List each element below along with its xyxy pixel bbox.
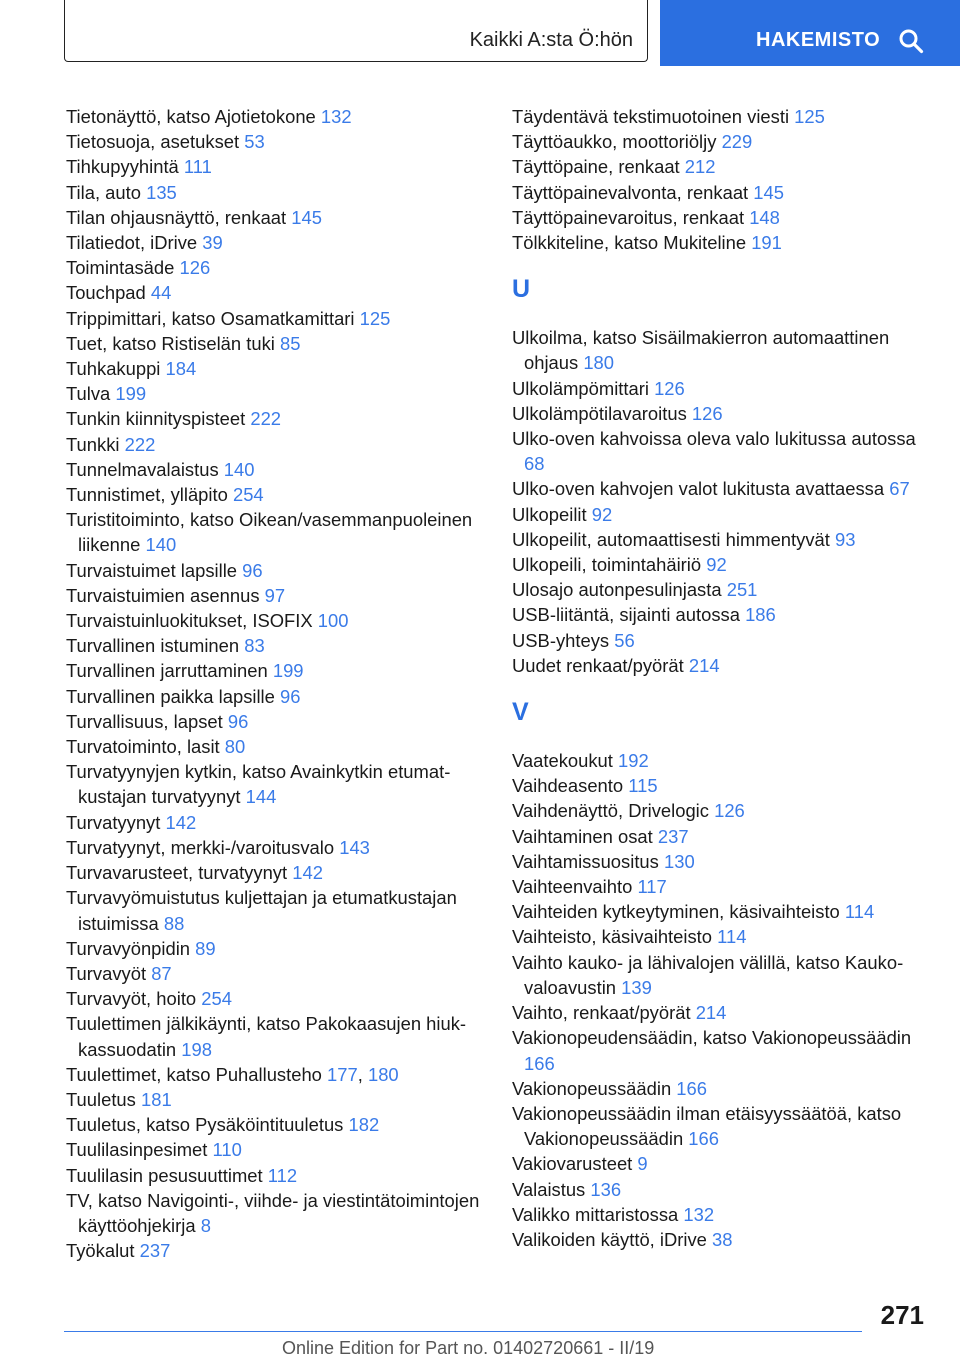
tab-all-label: Kaikki A:sta Ö:hön — [469, 29, 633, 51]
index-entry — [512, 104, 932, 129]
index-entry — [66, 684, 496, 709]
index-entry-text: Tihkupyyhintä — [66, 156, 179, 178]
index-entry — [512, 849, 932, 874]
index-entry-text: Ulkopeilit — [512, 503, 587, 525]
index-entry — [512, 502, 932, 527]
index-entry-text: Vaatekoukut — [512, 750, 613, 772]
page-reference-link[interactable]: 125 — [359, 307, 391, 329]
page-reference-link[interactable]: 140 — [145, 534, 177, 556]
index-entry — [512, 1101, 932, 1151]
page-reference-link[interactable]: 126 — [654, 377, 685, 399]
index-entry — [66, 1011, 496, 1061]
index-entry-text: Tuulilasinpesimet — [66, 1139, 208, 1161]
index-entry-text: Turvallinen istuminen — [66, 635, 240, 657]
index-entry-text: Turvallinen jarruttaminen — [66, 660, 268, 682]
index-entry-text: Turvaistuimet lapsille — [66, 559, 238, 581]
index-entry: Tuulettimet, katso Puhallusteho 177, 180 — [66, 1063, 399, 1085]
page-reference-link[interactable]: 251 — [726, 579, 758, 601]
section-letter-u: U — [512, 275, 531, 304]
index-column-left — [66, 104, 496, 1263]
page-reference-link[interactable]: 186 — [745, 604, 776, 626]
page-reference-link[interactable]: 132 — [320, 106, 352, 127]
index-entry — [66, 1137, 496, 1162]
index-entry — [66, 860, 496, 885]
page-reference-link[interactable]: 88 — [163, 912, 185, 934]
tab-index[interactable] — [660, 0, 960, 66]
index-entry-text: Tuhkakuppi — [66, 358, 161, 380]
page-reference-link[interactable]: 145 — [753, 181, 784, 203]
index-entry-text: TV, katso Navigointi-, viihde- ja viestintätoimintojen käyttöohjekirja — [66, 1189, 480, 1236]
index-entry-text: Ulkopeili, toimintahäiriö — [512, 554, 702, 576]
index-entry-text: Turvavarusteet, turvatyynyt — [66, 862, 288, 884]
page-reference-link[interactable]: 229 — [721, 131, 753, 153]
index-entry-text: Turvavyömuistutus kuljettajan ja etumatkustajan istuimissa — [66, 887, 457, 934]
page-reference-link[interactable]: 142 — [165, 811, 197, 833]
page-reference-link[interactable]: 126 — [714, 800, 745, 822]
page-reference-link[interactable]: 199 — [115, 383, 147, 405]
index-entry — [512, 401, 932, 426]
index-entry-text: Tunkin kiinnityspisteet — [66, 408, 246, 430]
index-entry — [66, 583, 496, 608]
index-entry — [66, 255, 496, 280]
page-reference-link[interactable]: 85 — [279, 332, 301, 354]
index-entry — [512, 798, 932, 823]
page-reference-link[interactable]: 126 — [691, 402, 723, 424]
page-reference-link[interactable]: 93 — [835, 528, 856, 550]
index-entry-text: Turvaistuinluokitukset, ISOFIX — [66, 610, 313, 632]
tab-all-a-to-z[interactable] — [64, 0, 648, 62]
index-entry-text: Toimintasäde — [66, 257, 175, 279]
page-reference-link[interactable]: 68 — [524, 453, 545, 475]
page-reference-link[interactable]: 254 — [201, 988, 232, 1010]
index-entry-text: Valikko mittaristossa — [512, 1203, 679, 1225]
page-number: 271 — [880, 1300, 924, 1330]
index-entry-text: Vakionopeussäädin ilman etäisyyssäätöä, katso Vakionopeussäädin — [512, 1102, 902, 1150]
index-entry — [66, 633, 496, 658]
page-reference-link[interactable]: 191 — [751, 232, 782, 254]
page-reference-link[interactable]: 89 — [195, 937, 216, 959]
index-entry-text: Turvatyynyt — [66, 811, 161, 833]
index-entry-text: Ulko-oven kahvojen valot lukitusta avattaessa — [512, 478, 885, 500]
index-entry — [512, 527, 932, 552]
index-entry-text: Ulkoilma, katso Sisäilmakierron automaattinen ohjaus — [512, 327, 890, 374]
index-entry — [512, 748, 932, 773]
index-entry — [66, 129, 496, 154]
page-reference-link[interactable]: 237 — [657, 825, 689, 847]
index-entry — [66, 1188, 496, 1238]
page-reference-link[interactable]: 166 — [676, 1077, 707, 1099]
page-reference-link[interactable]: 44 — [150, 282, 172, 304]
index-entry-text: Valikoiden käyttö, iDrive — [512, 1228, 707, 1250]
index-entry — [512, 1227, 932, 1252]
page-reference-link[interactable]: 87 — [151, 962, 172, 984]
index-entry — [66, 306, 496, 331]
index-entry — [512, 205, 932, 230]
page-reference-link[interactable]: 111 — [183, 156, 212, 178]
page-reference-link[interactable]: 214 — [688, 654, 720, 676]
index-entry — [512, 1000, 932, 1025]
page-reference-link[interactable]: 180 — [367, 1063, 399, 1085]
index-entry-text: Uudet renkaat/pyörät — [512, 654, 684, 676]
index-entry-text: Vaihteiden kytkeytyminen, käsivaihteisto — [512, 901, 840, 923]
index-entry-text: Tuuletus, katso Pysäköintituuletus — [66, 1114, 344, 1136]
index-entry-text: Turvavyöt — [66, 962, 147, 984]
page-reference-link[interactable]: 184 — [165, 358, 197, 380]
index-entry — [512, 129, 932, 154]
page-reference-link[interactable]: 166 — [688, 1128, 719, 1150]
index-entry — [66, 1087, 496, 1112]
page-reference-link[interactable]: 212 — [684, 156, 716, 178]
index-entry — [66, 381, 496, 406]
index-entry — [66, 1163, 496, 1188]
index-entry-text: Työkalut — [66, 1240, 135, 1262]
index-entry-text: Tuulettimet, katso Puhallusteho — [66, 1063, 322, 1085]
index-entry-text: Tilatiedot, iDrive — [66, 232, 198, 254]
index-entry — [66, 961, 496, 986]
index-entry — [512, 376, 932, 401]
index-entry — [66, 280, 496, 305]
page-reference-link[interactable]: 145 — [291, 206, 322, 228]
page-reference-link[interactable]: 114 — [717, 926, 747, 948]
index-group-u — [512, 325, 932, 678]
index-entry-text: Täyttöpainevalvonta, renkaat — [512, 181, 749, 203]
index-entry — [66, 154, 496, 179]
index-entry — [66, 507, 496, 557]
page-reference-link[interactable]: 214 — [695, 1002, 727, 1024]
page-reference-link[interactable]: 8 — [200, 1214, 211, 1236]
index-entry — [512, 628, 932, 653]
index-entry-text: Trippimittari, katso Osamatkamittari — [66, 307, 355, 329]
index-entry — [66, 885, 496, 935]
index-entry — [512, 874, 932, 899]
index-entry — [512, 154, 932, 179]
index-entry — [512, 950, 932, 1000]
page-reference-link[interactable]: 136 — [590, 1178, 622, 1200]
index-entry-text: Tuulettimen jälkikäynti, katso Pakokaasujen hiukkassuodatin — [66, 1013, 467, 1060]
index-entry-text: Tietonäyttö, katso Ajotietokone — [66, 106, 316, 127]
page-reference-link[interactable]: 140 — [223, 458, 255, 480]
index-entry — [66, 1112, 496, 1137]
page-reference-link[interactable]: 97 — [264, 584, 286, 606]
page-reference-link[interactable]: 130 — [663, 850, 695, 872]
index-entry — [512, 230, 932, 255]
index-entry — [66, 936, 496, 961]
index-entry-text: Ulkolämpömittari — [512, 377, 649, 399]
page-reference-link[interactable]: 198 — [181, 1038, 212, 1060]
index-entry-text: Vaihteenvaihto — [512, 876, 633, 898]
index-entry-text: Vaihteisto, käsivaihteisto — [512, 926, 713, 948]
index-entry-text: Tietosuoja, asetukset — [66, 131, 240, 153]
index-entry — [512, 426, 932, 476]
page-reference-link[interactable]: 92 — [706, 554, 727, 576]
index-entry — [512, 773, 932, 798]
page-reference-link[interactable]: 117 — [637, 876, 667, 898]
index-entry — [512, 1177, 932, 1202]
page-reference-link[interactable]: 143 — [339, 836, 370, 858]
index-entry — [66, 709, 496, 734]
index-entry — [66, 608, 496, 633]
index-entry-text: Ulkopeilit, automaattisesti himmentyvät — [512, 528, 830, 550]
index-entry-text: Täydentävä tekstimuotoinen viesti — [512, 106, 790, 127]
index-entry-text: Tila, auto — [66, 181, 141, 203]
page-reference-link[interactable]: 114 — [844, 901, 875, 923]
index-entry — [512, 924, 932, 949]
page-reference-link[interactable]: 9 — [637, 1153, 648, 1175]
page-reference-link[interactable]: 100 — [317, 610, 349, 632]
page-reference-link[interactable]: 53 — [244, 131, 265, 153]
index-entry-text: Vaihdeasento — [512, 775, 624, 797]
index-entry-text: Vakionopeudensäädin, katso Vakionopeussäädin — [512, 1027, 912, 1049]
page-reference-link[interactable]: 222 — [250, 408, 282, 430]
index-entry — [512, 476, 932, 501]
tab-index-label: HAKEMISTO — [756, 29, 881, 51]
page-reference-link[interactable]: 110 — [212, 1139, 242, 1161]
index-entry — [66, 104, 496, 129]
index-entry-text: Turvatoiminto, lasit — [66, 736, 220, 758]
page-reference-link[interactable]: 126 — [179, 257, 211, 279]
index-entry — [66, 356, 496, 381]
index-entry-text: Vakionopeussäädin — [512, 1077, 672, 1099]
index-entry — [512, 899, 932, 924]
index-entry-text: USB-yhteys — [512, 629, 610, 651]
index-column-right — [512, 104, 932, 1252]
page-reference-link[interactable]: 39 — [202, 232, 223, 254]
page-reference-link[interactable]: 67 — [889, 478, 910, 500]
page-reference-link[interactable]: 132 — [683, 1203, 715, 1225]
page-reference-link[interactable]: 56 — [614, 629, 635, 651]
index-entry — [512, 1025, 932, 1075]
index-group-v — [512, 748, 932, 1252]
index-entry — [66, 180, 496, 205]
index-entry-text: Turvavyönpidin — [66, 937, 191, 959]
page-reference-link[interactable]: 142 — [292, 862, 323, 884]
index-entry-text: Turvatyynyt, merkki-/varoitusvalo — [66, 836, 335, 858]
page-reference-link[interactable]: 177 — [327, 1063, 358, 1085]
index-entry-text: Tuet, katso Ristiselän tuki — [66, 332, 275, 354]
page-reference-link[interactable]: 222 — [124, 433, 156, 455]
page-reference-link[interactable]: 135 — [146, 181, 177, 203]
page-reference-link[interactable]: 112 — [267, 1164, 298, 1186]
page-reference-link[interactable]: 115 — [628, 775, 658, 797]
page-reference-link[interactable]: 96 — [242, 559, 263, 581]
index-entry-text: Turvatyynyjen kytkin, katso Avainkytkin etumatkustajan turvatyynyt — [66, 761, 451, 808]
index-entry — [66, 230, 496, 255]
index-entry — [512, 325, 932, 375]
index-entry — [512, 1076, 932, 1101]
page-reference-link[interactable]: 237 — [139, 1240, 171, 1262]
page-reference-link[interactable]: 125 — [794, 106, 825, 127]
page-reference-link[interactable]: 254 — [232, 484, 264, 506]
page-reference-link[interactable]: 80 — [224, 736, 246, 758]
index-entry — [66, 432, 496, 457]
search-icon[interactable] — [898, 28, 924, 54]
index-entry — [512, 653, 932, 678]
page-reference-link[interactable]: 92 — [591, 503, 613, 525]
index-entry-text: Ulko-oven kahvoissa oleva valo lukitussa autossa — [512, 428, 916, 450]
page-reference-link[interactable]: 192 — [618, 750, 649, 772]
footer-edition: Online Edition for Part no. 01402720661 - II/19 — [282, 1338, 655, 1358]
index-entry-text: Turistitoiminto, katso Oikean/vasemmanpuoleinen liikenne — [66, 509, 473, 556]
index-entry — [66, 482, 496, 507]
page-reference-link[interactable]: 148 — [749, 206, 780, 228]
index-entry — [66, 457, 496, 482]
index-entry-text: Turvavyöt, hoito — [66, 988, 197, 1010]
index-entry — [512, 824, 932, 849]
index-entry-text: Valaistus — [512, 1178, 586, 1200]
index-entry — [66, 835, 496, 860]
page-reference-link[interactable]: 38 — [712, 1228, 733, 1250]
index-entry-text: USB-liitäntä, sijainti autossa — [512, 604, 740, 626]
page-reference-link[interactable]: 96 — [280, 685, 301, 707]
index-entry — [66, 759, 496, 809]
page-reference-link[interactable]: 144 — [245, 786, 277, 808]
index-entry-text: Turvallisuus, lapset — [66, 710, 223, 732]
index-entry-text: Täyttöaukko, moottoriöljy — [512, 131, 717, 153]
index-entry-text: Vaihto kauko- ja lähivalojen välillä, katso Kaukovaloavustin — [512, 951, 904, 998]
index-entry-text: Ulkolämpötilavaroitus — [512, 402, 687, 424]
index-entry-text: Tunnistimet, ylläpito — [66, 484, 228, 506]
index-entry — [512, 1202, 932, 1227]
index-entry — [512, 180, 932, 205]
index-entry — [512, 552, 932, 577]
index-entry — [66, 558, 496, 583]
index-entry-text: Vaihto, renkaat/pyörät — [512, 1002, 691, 1024]
index-entry-text: Tulva — [66, 383, 111, 405]
index-entry — [512, 1151, 932, 1176]
index-entry — [512, 602, 932, 627]
index-entry-text: Touchpad — [66, 282, 146, 304]
index-entry-text: Vaihdenäyttö, Drivelogic — [512, 800, 709, 822]
top-navigation — [0, 0, 960, 66]
page-reference-link[interactable]: 199 — [272, 660, 304, 682]
page-reference-link[interactable]: 181 — [140, 1088, 172, 1110]
index-entry-text: Vakiovarusteet — [512, 1153, 633, 1175]
page-reference-link[interactable]: 96 — [227, 710, 249, 732]
index-entry-text: Turvallinen paikka lapsille — [66, 685, 275, 707]
footer-divider — [64, 1331, 862, 1332]
index-entry-text: Täyttöpaine, renkaat — [512, 156, 680, 178]
index-entry-text: Tölkkiteline, katso Mukiteline — [512, 232, 747, 254]
index-entry-text: Tuulilasin pesusuuttimet — [66, 1164, 263, 1186]
index-entry-text: Ulosajo autonpesulinjasta — [512, 579, 722, 601]
page-reference-link[interactable]: 139 — [621, 976, 652, 998]
page-reference-link[interactable]: 166 — [524, 1052, 555, 1074]
index-entry — [512, 577, 932, 602]
index-entry — [66, 810, 496, 835]
index-entry — [66, 406, 496, 431]
index-entry-text: Vaihtamissuositus — [512, 850, 659, 872]
index-entry — [66, 1238, 496, 1263]
index-entry-text: Tunnelmavalaistus — [66, 458, 219, 480]
page-reference-link[interactable]: 83 — [244, 635, 265, 657]
index-group-t-continued — [512, 104, 932, 255]
index-entry-text: Turvaistuimien asennus — [66, 584, 260, 606]
index-entry — [66, 986, 496, 1011]
index-entry-text: Tunkki — [66, 433, 120, 455]
index-entry — [66, 331, 496, 356]
index-entry-text: Vaihtaminen osat — [512, 825, 653, 847]
page-reference-link[interactable]: 182 — [348, 1114, 380, 1136]
index-entry — [66, 734, 496, 759]
index-entry-text: Tuuletus — [66, 1088, 136, 1110]
index-entry-text: Täyttöpainevaroitus, renkaat — [512, 206, 745, 228]
section-letter-v: V — [512, 698, 529, 727]
page-reference-link[interactable]: 180 — [583, 352, 615, 374]
index-entry — [66, 205, 496, 230]
index-entry — [66, 658, 496, 683]
index-entry-text: Tilan ohjausnäyttö, renkaat — [66, 206, 287, 228]
